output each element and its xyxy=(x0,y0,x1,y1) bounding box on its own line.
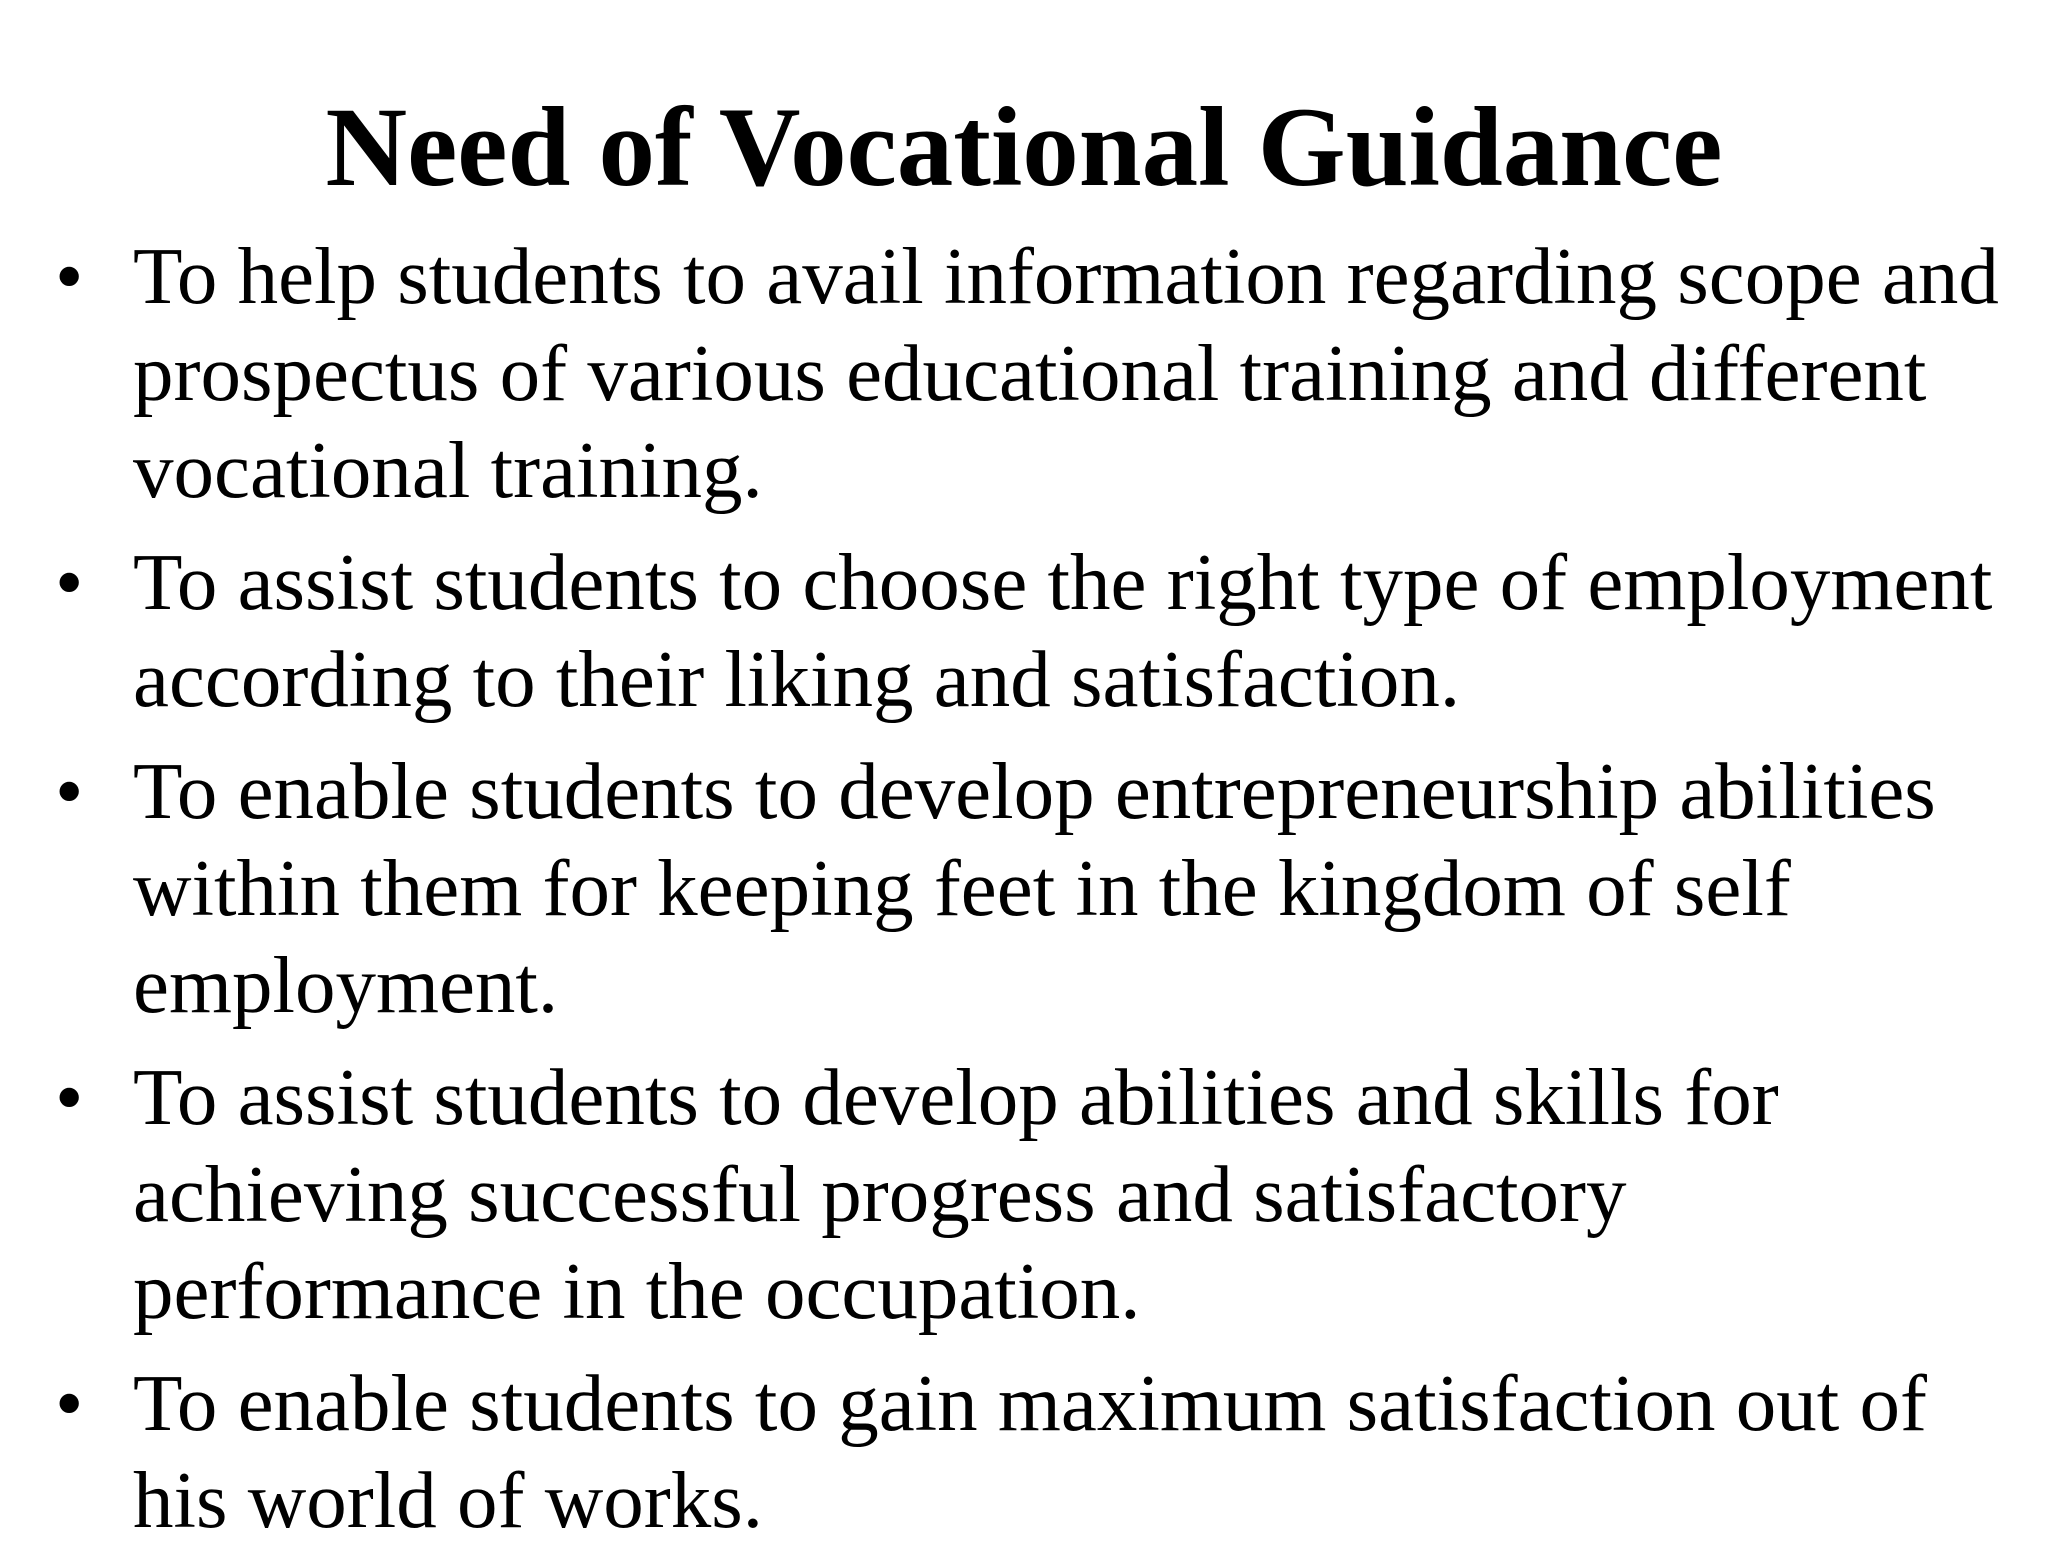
slide-title: Need of Vocational Guidance xyxy=(325,85,1723,210)
bullet-text: To help students to avail information regarding scope and prospectus of various educational training and different vocational training. xyxy=(133,231,1999,515)
bullet-dot-icon: • xyxy=(55,1052,84,1142)
bullet-item xyxy=(55,743,2015,1034)
bullet-item xyxy=(55,534,2015,728)
bullet-dot-icon: • xyxy=(55,231,84,321)
bullet-text: To enable students to gain maximum satisfaction out of his world of works. xyxy=(133,1358,1927,1545)
bullet-dot-icon: • xyxy=(55,537,84,627)
bullet-text: To enable students to develop entrepreneurship abilities within them for keeping feet in the kingdom of self employment. xyxy=(133,746,1936,1030)
bullet-item xyxy=(55,1355,2015,1549)
bullet-item xyxy=(55,228,2015,519)
bullet-dot-icon: • xyxy=(55,1358,84,1448)
bullet-item xyxy=(55,1049,2015,1340)
bullet-text: To assist students to develop abilities and skills for achieving successful progress and satisfactory performance in the occupation. xyxy=(133,1052,1779,1336)
bullet-list xyxy=(55,228,2015,1564)
bullet-text: To assist students to choose the right type of employment according to their liking and satisfaction. xyxy=(133,537,1993,724)
bullet-dot-icon: • xyxy=(55,746,84,836)
